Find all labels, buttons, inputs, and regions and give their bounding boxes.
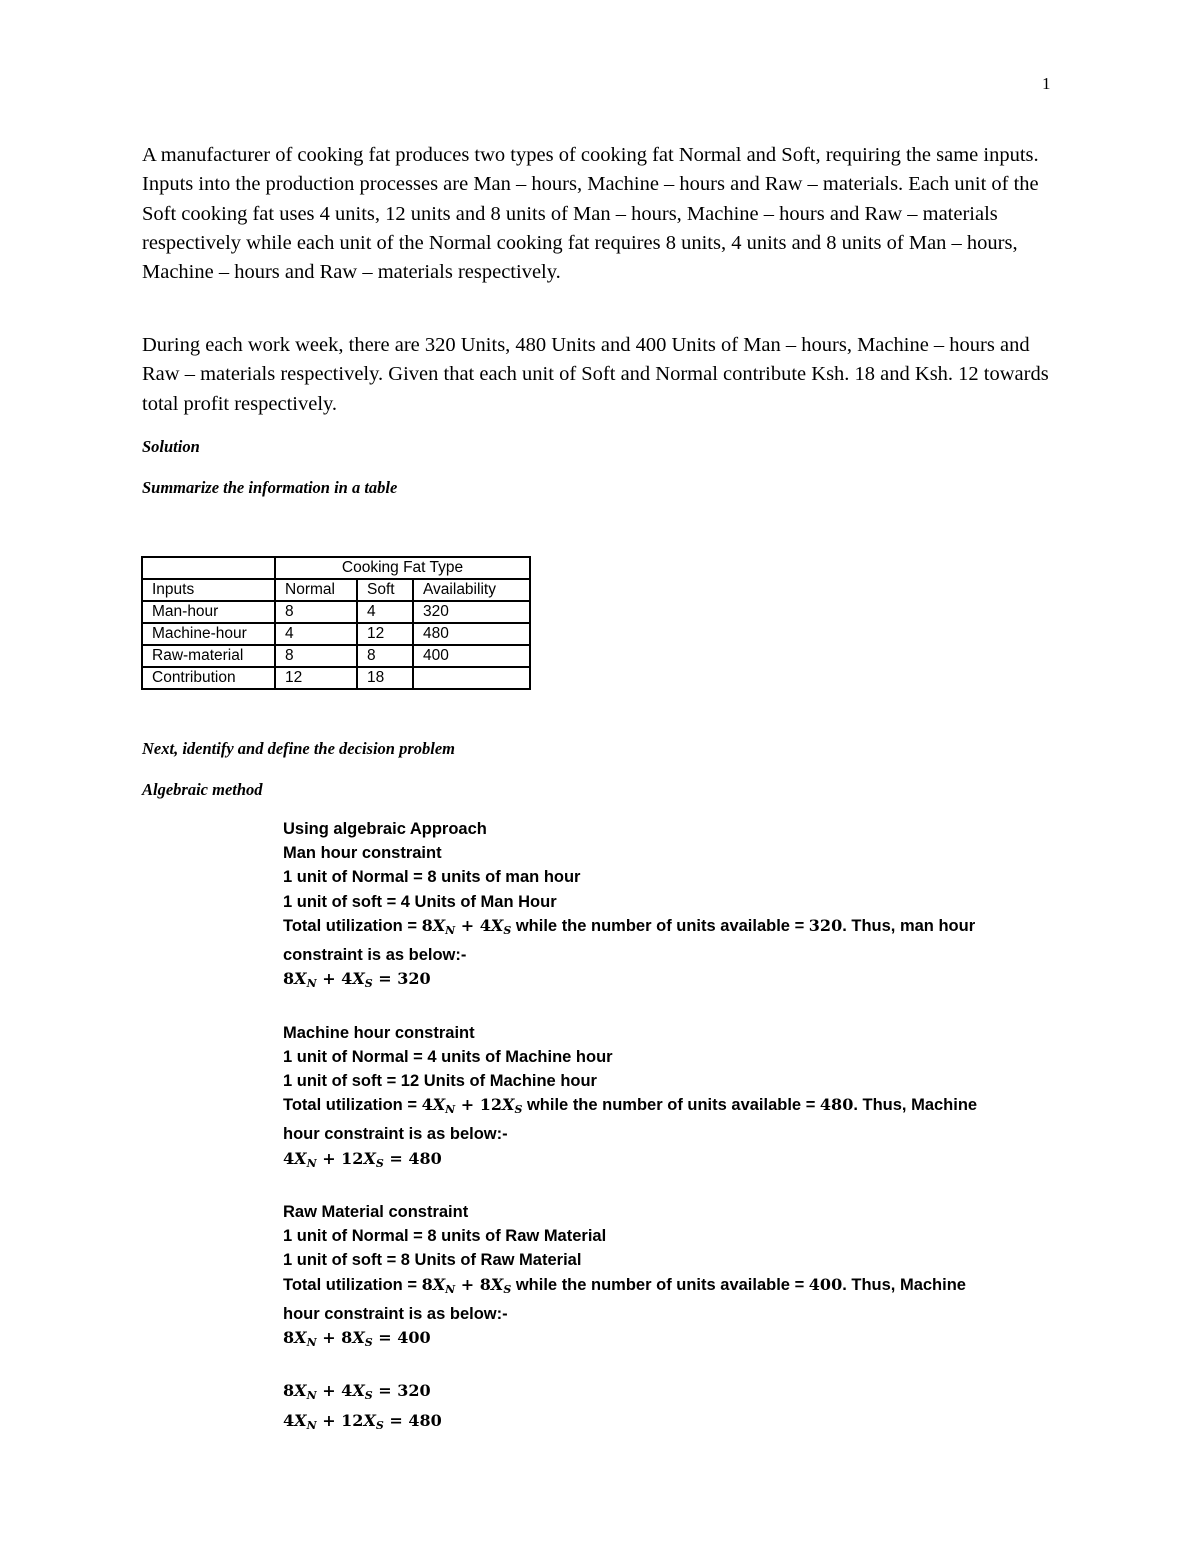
table-cell: 8 — [357, 645, 413, 667]
table-header-availability: Availability — [413, 579, 530, 601]
table-cell — [413, 667, 530, 689]
man-hour-line-soft: 1 unit of soft = 4 Units of Man Hour — [283, 892, 557, 911]
man-hour-utilization-cont: constraint is as below:- — [283, 946, 467, 965]
next-step-heading: Next, identify and define the decision problem — [142, 739, 456, 758]
algebraic-solution — [283, 817, 1073, 1438]
table-cell: 4 — [357, 601, 413, 623]
table-cell: 400 — [413, 645, 530, 667]
table-cell: 320 — [413, 601, 530, 623]
machine-hour-utilization-cont: hour constraint is as below:- — [283, 1125, 508, 1144]
table-header-inputs: Inputs — [142, 579, 275, 601]
table-group-header: Cooking Fat Type — [275, 557, 530, 579]
table-cell: 12 — [357, 623, 413, 645]
table-cell: 18 — [357, 667, 413, 689]
table-cell: Man-hour — [142, 601, 275, 623]
table-row — [142, 645, 530, 667]
table-header-normal: Normal — [275, 579, 357, 601]
solution-heading: Solution — [142, 437, 200, 456]
man-hour-title: Man hour constraint — [283, 844, 442, 863]
table-cell: 8 — [275, 645, 357, 667]
man-hour-utilization: Total utilization = $8X_N + 4X_S$ while the number of units available = 320. Thus, man hour — [283, 915, 976, 937]
table-cell-blank — [142, 557, 275, 579]
table-header-row — [142, 579, 530, 601]
table-cell: Machine-hour — [142, 623, 275, 645]
table-row — [142, 601, 530, 623]
raw-material-line-normal: 1 unit of Normal = 8 units of Raw Material — [283, 1227, 607, 1246]
table-cell: Raw-material — [142, 645, 275, 667]
machine-hour-line-normal: 1 unit of Normal = 4 units of Machine hour — [283, 1047, 613, 1066]
table-row — [142, 623, 530, 645]
table-cell: 480 — [413, 623, 530, 645]
raw-material-utilization-cont: hour constraint is as below:- — [283, 1304, 508, 1323]
algebraic-intro: Using algebraic Approach — [283, 820, 487, 838]
table-cell: Contribution — [142, 667, 275, 689]
man-hour-equation: $8X_N + 4X_S = 320$ — [283, 969, 431, 991]
raw-material-line-soft: 1 unit of soft = 8 Units of Raw Material — [283, 1251, 582, 1270]
summarize-heading: Summarize the information in a table — [142, 478, 398, 497]
machine-hour-title: Machine hour constraint — [283, 1023, 475, 1042]
algebraic-method-heading: Algebraic method — [142, 780, 263, 799]
problem-paragraph-1: A manufacturer of cooking fat produces two types of cooking fat Normal and Soft, requiring the same inputs. Inputs into the production processes are Man – hours, Machine – hours and Raw – materials. Each unit of the Soft cooking fat uses 4 units, 12 units and 8 units of Man – hours, Machine – hours and Raw – materials respectively while each unit of the Normal cooking fat requires 8 units, 4 units and 8 units of Man – hours, Machine – hours and Raw – materials respectively. — [142, 144, 1039, 284]
raw-material-equation: $8X_N + 8X_S = 400$ — [283, 1328, 431, 1350]
machine-hour-equation: $4X_N + 12X_S = 480$ — [283, 1148, 442, 1170]
page-number: 1 — [1042, 74, 1051, 93]
table-row — [142, 667, 530, 689]
raw-material-utilization: Total utilization = $8X_N + 8X_S$ while the number of units available = 400. Thus, Machine — [283, 1274, 966, 1296]
problem-paragraph-2: During each work week, there are 320 Units, 480 Units and 400 Units of Man – hours, Machine – hours and Raw – materials respectively. Given that each unit of Soft and Normal contribute Ksh. 18 and Ksh. 12 towards total profit respectively. — [142, 334, 1049, 415]
table-header-soft: Soft — [357, 579, 413, 601]
system-equation-2: $4X_N + 12X_S = 480$ — [283, 1410, 442, 1432]
man-hour-line-normal: 1 unit of Normal = 8 units of man hour — [283, 868, 581, 887]
machine-hour-line-soft: 1 unit of soft = 12 Units of Machine hour — [283, 1072, 597, 1091]
machine-hour-utilization: Total utilization = $4X_N + 12X_S$ while the number of units available = 480. Thus, Machine — [283, 1095, 978, 1117]
system-equation-1: $8X_N + 4X_S = 320$ — [283, 1381, 431, 1403]
table-group-header-row — [142, 557, 530, 579]
summary-table — [141, 556, 531, 690]
table-cell: 8 — [275, 601, 357, 623]
table-cell: 4 — [275, 623, 357, 645]
table-cell: 12 — [275, 667, 357, 689]
raw-material-title: Raw Material constraint — [283, 1203, 469, 1222]
